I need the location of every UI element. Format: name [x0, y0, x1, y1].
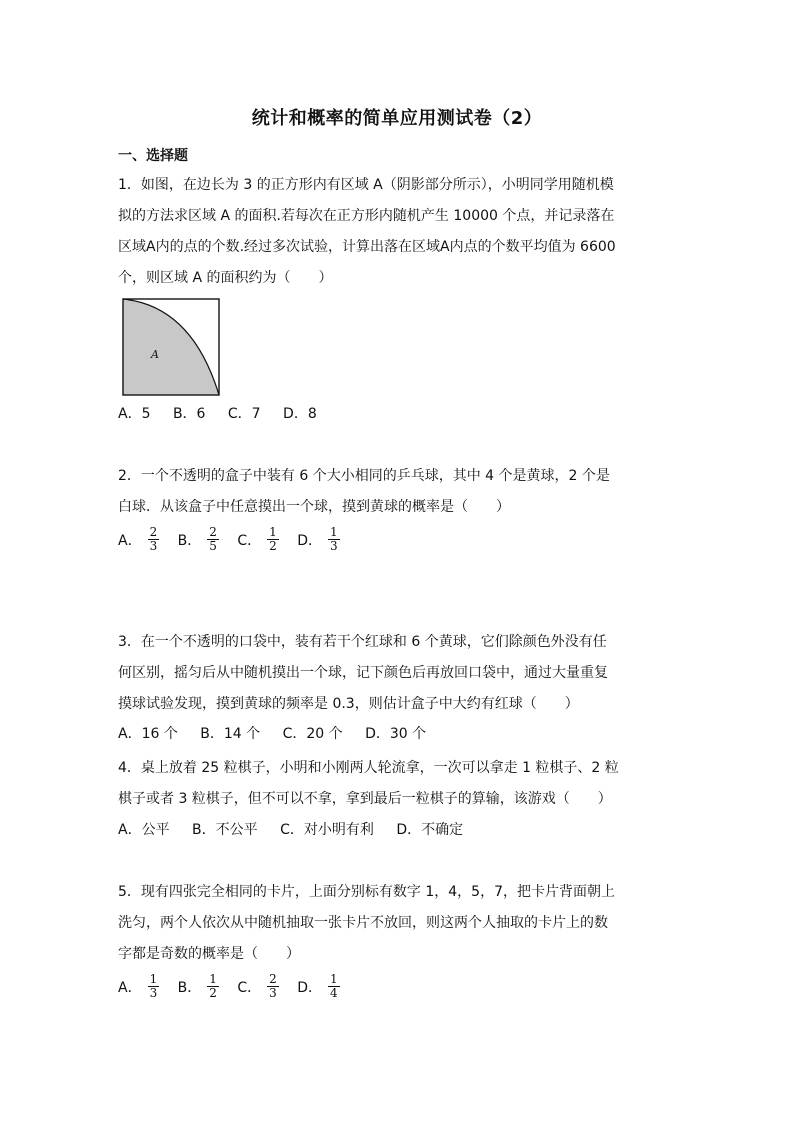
q2-option-d-letter: D． — [297, 532, 323, 549]
q4-line-1: 4．桌上放着 25 粒棋子，小明和小刚两人轮流拿，一次可以拿走 1 粒棋子、2 粒 — [118, 760, 619, 776]
q3-line-3: 摸球试验发现，摸到黄球的频率是 0.3，则估计盒子中大约有红球（ ） — [118, 696, 579, 712]
q2-option-c-letter: C． — [237, 532, 262, 549]
fraction-denominator: 3 — [149, 539, 158, 553]
fraction-numerator: 2 — [209, 525, 217, 539]
section-heading: 一、选择题 — [118, 148, 188, 164]
q2-option-d-fraction — [328, 526, 340, 553]
q5-option-b-letter: B． — [177, 979, 202, 996]
fraction-numerator: 1 — [330, 525, 338, 539]
q2-option-b[interactable] — [178, 526, 219, 553]
fraction-denominator: 2 — [269, 539, 277, 553]
q4-line-2: 棋子或者 3 粒棋子，但不可以不拿，拿到最后一粒棋子的算输，该游戏（ ） — [118, 791, 612, 807]
q1-option-a[interactable]: A．5 — [118, 406, 151, 422]
page-title: 统计和概率的简单应用测试卷（2） — [251, 108, 543, 129]
q5-option-a-letter: A． — [118, 979, 142, 996]
q1-line-1: 1．如图，在边长为 3 的正方形内有区域 A（阴影部分所示），小明同学用随机模 — [118, 177, 614, 193]
fraction-denominator: 3 — [149, 986, 158, 1000]
q3-option-c[interactable]: C．20 个 — [282, 726, 343, 742]
q2-option-b-letter: B． — [177, 532, 202, 549]
fraction-numerator: 2 — [269, 972, 277, 986]
q5-line-1: 5．现有四张完全相同的卡片，上面分别标有数字 1，4，5，7，把卡片背面朝上 — [118, 884, 615, 900]
q1-option-c[interactable]: C．7 — [227, 406, 261, 422]
q2-line-2: 白球．从该盒子中任意摸出一个球，摸到黄球的概率是（ ） — [118, 499, 510, 515]
q1-option-b[interactable]: B．6 — [172, 406, 206, 422]
q5-option-b[interactable] — [178, 973, 219, 1000]
q2-option-d[interactable] — [297, 526, 339, 553]
q2-option-c[interactable] — [237, 526, 278, 553]
fraction-numerator: 1 — [330, 972, 338, 986]
shaded-region-a — [123, 299, 219, 395]
q5-line-3: 字都是奇数的概率是（ ） — [118, 946, 300, 962]
q2-option-c-fraction — [267, 526, 279, 553]
q2-option-b-fraction — [207, 526, 219, 553]
q3-line-2: 何区别，摇匀后从中随机摸出一个球，记下颜色后再放回口袋中，通过大量重复 — [118, 665, 608, 681]
q3-option-d[interactable]: D．30 个 — [365, 726, 427, 742]
fraction-numerator: 2 — [149, 525, 158, 539]
fraction-numerator: 1 — [209, 972, 217, 986]
q3-line-1: 3．在一个不透明的口袋中，装有若干个红球和 6 个黄球，它们除颜色外没有任 — [118, 634, 607, 650]
q4-option-d[interactable]: D．不确定 — [396, 822, 464, 838]
q2-option-a-fraction — [148, 526, 160, 553]
square-region-diagram — [122, 298, 220, 396]
fraction-denominator: 2 — [209, 986, 217, 1000]
q5-option-a[interactable] — [118, 973, 159, 1000]
q1-figure — [122, 298, 220, 396]
q5-options — [118, 973, 354, 1000]
q3-options — [118, 724, 444, 744]
fraction-denominator: 3 — [330, 539, 338, 553]
q5-option-b-fraction — [207, 973, 219, 1000]
q3-option-a[interactable]: A．16 个 — [118, 726, 178, 742]
q2-options — [118, 526, 354, 553]
region-label: A — [151, 348, 159, 361]
fraction-denominator: 5 — [209, 539, 217, 553]
q2-line-1: 2．一个不透明的盒子中装有 6 个大小相同的乒乓球，其中 4 个是黄球，2 个是 — [118, 468, 610, 484]
q4-options — [118, 820, 481, 840]
q1-option-d[interactable]: D．8 — [283, 406, 317, 422]
q5-option-c-fraction — [267, 973, 279, 1000]
q1-line-2: 拟的方法求区域 A 的面积.若每次在正方形内随机产生 10000 个点，并记录落在 — [118, 208, 615, 224]
q5-option-c[interactable] — [237, 973, 278, 1000]
q4-option-b[interactable]: B．不公平 — [192, 822, 258, 838]
fraction-denominator: 4 — [330, 986, 338, 1000]
q2-option-a[interactable] — [118, 526, 159, 553]
q5-option-c-letter: C． — [237, 979, 262, 996]
q5-option-d-fraction — [328, 973, 340, 1000]
q5-option-a-fraction — [148, 973, 160, 1000]
q4-option-a[interactable]: A．公平 — [118, 822, 170, 838]
fraction-numerator: 1 — [149, 972, 158, 986]
q5-line-2: 洗匀，两个人依次从中随机抽取一张卡片不放回，则这两个人抽取的卡片上的数 — [118, 915, 608, 931]
q5-option-d[interactable] — [297, 973, 339, 1000]
q5-option-d-letter: D． — [297, 979, 323, 996]
q1-options — [118, 404, 335, 424]
fraction-denominator: 3 — [269, 986, 277, 1000]
fraction-numerator: 1 — [269, 525, 277, 539]
q2-option-a-letter: A． — [118, 532, 142, 549]
q4-option-c[interactable]: C．对小明有利 — [280, 822, 374, 838]
q3-option-b[interactable]: B．14 个 — [200, 726, 261, 742]
q1-line-3: 区域A内的点的个数.经过多次试验，计算出落在区域A内点的个数平均值为 6600 — [118, 239, 616, 255]
q1-line-4: 个，则区域 A 的面积约为（ ） — [118, 270, 333, 286]
